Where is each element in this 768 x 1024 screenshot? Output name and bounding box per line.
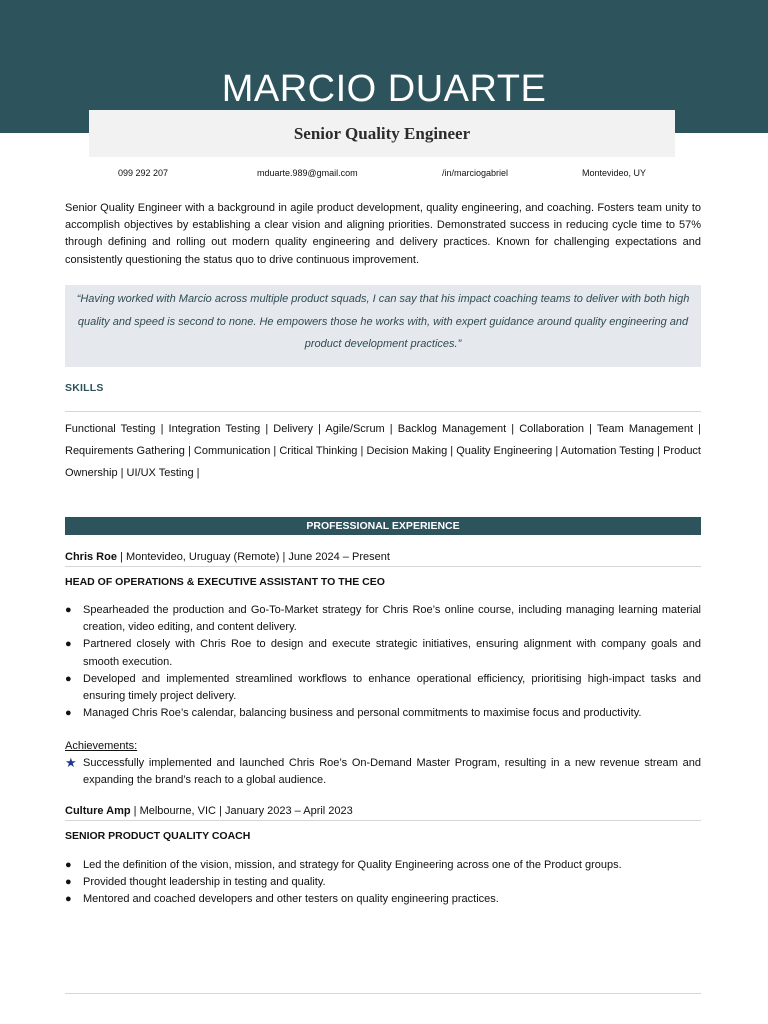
job-1-bullets xyxy=(65,602,701,722)
bullet-icon: ● xyxy=(65,707,72,720)
bullet-icon: ● xyxy=(65,672,72,685)
job-2-details: | Melbourne, VIC | January 2023 – April 2023 xyxy=(130,805,353,817)
skills-list: Functional Testing | Integration Testing | Delivery | Agile/Scrum | Backlog Management | Collaboration | Team Management | Requirements Gathering | Communication | Critical Thinking | Decision Making | Quality Engineering | Automation Testing | Product Ownership | UI/UX Testing | xyxy=(65,423,701,479)
testimonial-box xyxy=(65,285,701,367)
job-2-divider xyxy=(65,820,701,821)
contact-linkedin: /in/marciogabriel xyxy=(442,168,509,178)
list-item: ● Spearheaded the production and Go-To-Market strategy for Chris Roe’s online course, including managing learning material creation, video editing, and content delivery. xyxy=(65,604,701,634)
achievements-list xyxy=(65,755,701,789)
job-2-company: Culture Amp xyxy=(65,805,131,817)
professional-summary: Senior Quality Engineer with a background in agile product development, quality engineering, and coaching. Fosters team unity to accomplish objectives by establishing a clear vision and aligning priorities. Demonstrated success in reducing cycle time to 57% through defining and rolling out modern quality engineering and delivery practices. Known for challenging expectations and consistently questioning the status quo to drive continuous improvement. xyxy=(65,202,701,266)
list-item: ● Partnered closely with Chris Roe to design and execute strategic initiatives, ensuring alignment with company goals and smooth execution. xyxy=(65,638,701,668)
list-item: ● Provided thought leadership in testing and quality. xyxy=(65,874,701,891)
list-item: ● Developed and implemented streamlined workflows to enhance operational efficiency, prioritising high-impact tasks and ensuring timely project delivery. xyxy=(65,672,701,703)
bullet-icon: ● xyxy=(65,893,72,906)
skills-heading: SKILLS xyxy=(65,382,104,394)
job-1-header xyxy=(65,550,390,565)
list-item: ● Mentored and coached developers and other testers on quality engineering practices. xyxy=(65,891,701,908)
candidate-name: MARCIO DUARTE xyxy=(221,68,547,110)
skills-divider xyxy=(65,411,701,412)
list-item: ● Managed Chris Roe’s calendar, balancing business and personal commitments to maximise focus and productivity. xyxy=(65,705,701,722)
achievement-item: ★ Successfully implemented and launched Chris Roe’s On-Demand Master Program, resulting in a new revenue stream and expanding the brand’s reach to a global audience. xyxy=(65,755,701,787)
job-1-details: | Montevideo, Uruguay (Remote) | June 2024 – Present xyxy=(116,551,390,563)
contact-email: mduarte.989@gmail.com xyxy=(257,168,358,178)
achievements-label: Achievements: xyxy=(65,740,138,752)
contact-phone: 099 292 207 xyxy=(118,168,169,178)
job-2-bullets xyxy=(65,857,701,909)
job-1-role: HEAD OF OPERATIONS & EXECUTIVE ASSISTANT TO THE CEO xyxy=(65,576,385,588)
experience-heading: PROFESSIONAL EXPERIENCE xyxy=(65,517,701,535)
job-2-role: SENIOR PRODUCT QUALITY COACH xyxy=(65,830,251,842)
page-footer-divider xyxy=(65,993,701,994)
testimonial-quote: “Having worked with Marcio across multiple product squads, I can say that his impact coaching teams to deliver with both high quality and speed is second to none. He empowers those he works with, with expert guidance around quality engineering and product development practices.” xyxy=(76,293,690,350)
job-title-banner: Senior Quality Engineer xyxy=(89,110,675,157)
bullet-icon: ● xyxy=(65,876,72,889)
job-2-header xyxy=(65,804,353,819)
star-icon: ★ xyxy=(65,755,77,770)
list-item: ● Led the definition of the vision, mission, and strategy for Quality Engineering across one of the Product groups. xyxy=(65,857,701,874)
job-1-divider xyxy=(65,566,701,567)
bullet-icon: ● xyxy=(65,859,72,871)
bullet-icon: ● xyxy=(65,638,72,651)
bullet-icon: ● xyxy=(65,604,72,616)
contact-location: Montevideo, UY xyxy=(582,168,647,178)
job-1-company: Chris Roe xyxy=(65,551,117,563)
